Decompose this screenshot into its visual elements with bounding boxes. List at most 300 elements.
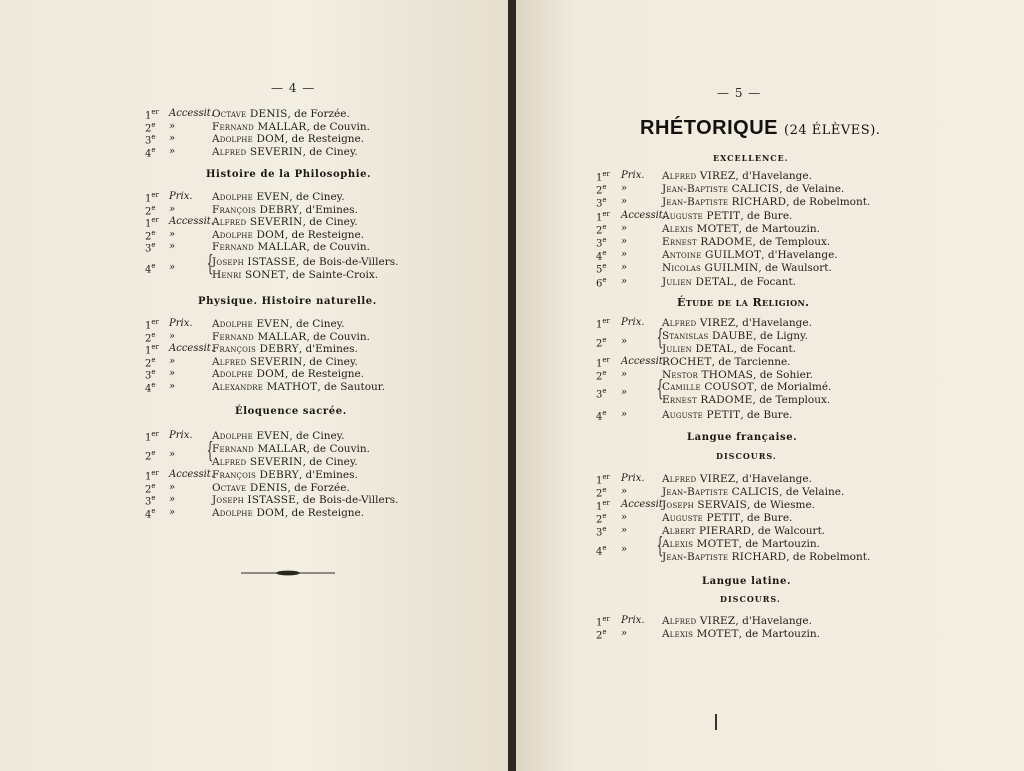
student-name: Auguste PETIT xyxy=(662,409,741,421)
student-name: Jean-Baptiste RICHARD xyxy=(662,550,787,563)
rank-suffix: e xyxy=(151,133,156,142)
student-town: , de Bure. xyxy=(740,209,793,222)
student-entry xyxy=(212,121,370,133)
student-entry xyxy=(662,551,870,563)
rank xyxy=(596,628,607,641)
rank-number: 1 xyxy=(145,345,152,357)
student-entry xyxy=(212,456,358,468)
rank-number: 2 xyxy=(145,451,152,463)
rank-suffix: e xyxy=(602,512,607,520)
rank xyxy=(596,223,607,236)
rank xyxy=(596,369,607,382)
rank-suffix: er xyxy=(151,430,159,438)
rank-suffix: er xyxy=(151,318,159,326)
student-name: Nestor THOMAS xyxy=(662,368,754,381)
student-entry xyxy=(212,204,358,216)
award-type: Prix. xyxy=(169,430,193,441)
page-number: — 5 — xyxy=(717,86,762,100)
award-type: Accessit. xyxy=(169,343,214,355)
student-entry xyxy=(212,331,370,343)
rank-number: 4 xyxy=(145,264,152,276)
rank-suffix: e xyxy=(602,249,607,258)
rank xyxy=(145,146,156,159)
student-name: Stanislas DAUBE xyxy=(662,330,754,342)
student-town: , de Martouzin. xyxy=(738,222,820,235)
student-entry xyxy=(662,381,831,393)
rank xyxy=(145,482,156,495)
tie-brace: { xyxy=(656,534,664,559)
student-name: Auguste PETIT xyxy=(662,209,741,222)
student-entry xyxy=(662,276,796,288)
student-town: , de Resteigne. xyxy=(284,506,365,519)
award-type: » xyxy=(169,228,176,240)
rank-suffix: e xyxy=(151,228,156,237)
rank xyxy=(145,108,159,121)
student-town: , de Bois-de-Villers. xyxy=(296,494,399,507)
rank xyxy=(596,409,607,422)
student-name: Alfred VIREZ xyxy=(662,317,736,329)
student-town: , d'Havelange. xyxy=(735,473,812,485)
student-town: , de Forzée. xyxy=(287,481,350,494)
student-entry xyxy=(212,269,378,281)
rank xyxy=(145,133,156,146)
student-town: , de Resteigne. xyxy=(284,228,365,241)
student-entry xyxy=(662,236,830,248)
student-entry xyxy=(212,381,385,393)
student-entry xyxy=(662,538,820,550)
rank-number: 1 xyxy=(596,501,603,513)
rank-suffix: e xyxy=(602,368,607,377)
tie-brace: { xyxy=(206,439,214,464)
student-entry xyxy=(662,394,830,406)
rank xyxy=(145,381,156,394)
student-entry xyxy=(662,369,813,381)
student-entry xyxy=(212,318,345,330)
section-heading: Étude de la Religion. xyxy=(677,296,810,309)
rank-number: 3 xyxy=(145,243,152,255)
rank-number: 1 xyxy=(596,319,603,331)
rank-number: 1 xyxy=(596,358,603,370)
student-entry xyxy=(212,469,358,481)
rank xyxy=(596,615,610,628)
student-name: Alfred VIREZ xyxy=(662,473,736,485)
student-name: Alexis MOTET xyxy=(662,222,739,235)
rank-suffix: e xyxy=(602,275,607,284)
rank xyxy=(145,331,156,344)
rank xyxy=(145,343,159,356)
student-name: Julien DETAL xyxy=(662,275,734,288)
section-heading: Éloquence sacrée. xyxy=(235,406,347,417)
rank-number: 3 xyxy=(596,198,603,210)
student-town: , de Bure. xyxy=(740,409,793,421)
rank-number: 2 xyxy=(145,483,152,495)
rank-suffix: e xyxy=(151,120,156,129)
student-town: , de Ciney. xyxy=(289,191,345,203)
award-type: Prix. xyxy=(621,615,645,626)
rank-number: 1 xyxy=(145,471,152,483)
rank-suffix: e xyxy=(602,183,607,192)
rank xyxy=(145,356,156,369)
student-name: Joseph SERVAIS xyxy=(662,499,747,511)
rank xyxy=(596,499,610,512)
student-name: Adolphe DOM xyxy=(212,368,285,381)
rank-number: 2 xyxy=(596,225,603,237)
student-town: , de Walcourt. xyxy=(751,525,826,537)
student-town: , de Ciney. xyxy=(302,455,358,468)
student-name: Julien DETAL xyxy=(662,342,734,355)
award-type: » xyxy=(621,512,628,523)
student-town: , de Robelmont. xyxy=(786,196,871,209)
student-town: , de Ciney. xyxy=(289,318,345,330)
student-entry xyxy=(662,615,812,627)
award-type: Accessit. xyxy=(169,216,214,228)
award-type: » xyxy=(169,449,176,461)
student-town: , d'Havelange. xyxy=(735,170,812,182)
rank-suffix: e xyxy=(602,196,607,205)
student-name: Alfred SEVERIN xyxy=(212,216,303,229)
rank xyxy=(145,507,156,520)
student-entry xyxy=(212,146,358,158)
rank-number: 4 xyxy=(596,546,603,558)
award-type: » xyxy=(169,241,176,253)
rank-number: 2 xyxy=(145,332,152,344)
award-type: » xyxy=(169,355,176,367)
student-name: Joseph ISTASSE xyxy=(212,494,297,507)
rank-suffix: e xyxy=(602,387,607,396)
rank-suffix: er xyxy=(151,108,159,116)
rank xyxy=(596,249,607,262)
rank-suffix: er xyxy=(151,469,159,477)
rank-suffix: er xyxy=(602,209,610,218)
rank-suffix: e xyxy=(602,236,607,244)
student-town: , d'Emines. xyxy=(298,343,358,356)
student-town: , de Ciney. xyxy=(289,430,345,442)
student-name: Octave DENIS xyxy=(212,481,288,494)
rank-suffix: er xyxy=(602,615,610,623)
award-type: » xyxy=(621,628,628,639)
student-town: , de Martouzin. xyxy=(738,628,820,640)
rank-number: 1 xyxy=(596,211,603,223)
student-name: Alfred SEVERIN xyxy=(212,355,303,368)
student-entry xyxy=(662,409,792,421)
student-entry xyxy=(662,512,792,524)
student-entry xyxy=(212,229,364,241)
rank xyxy=(596,525,607,538)
rank-number: 4 xyxy=(596,411,603,423)
rank xyxy=(596,486,607,499)
rank-suffix: er xyxy=(602,356,610,364)
student-town: , d'Emines. xyxy=(298,469,358,481)
award-type: » xyxy=(169,481,176,493)
rank xyxy=(596,262,607,275)
rank xyxy=(596,336,607,349)
student-entry xyxy=(212,494,398,506)
award-type: » xyxy=(621,275,628,287)
award-type: » xyxy=(621,196,628,208)
ink-mark xyxy=(715,714,717,730)
rank xyxy=(596,276,607,289)
rank xyxy=(596,473,610,486)
student-town: , d'Havelange. xyxy=(735,615,812,627)
student-town: , de Bois-de-Villers. xyxy=(296,256,399,268)
rank xyxy=(596,196,607,209)
rank-suffix: e xyxy=(602,262,607,271)
rank-number: 3 xyxy=(596,238,603,250)
rank xyxy=(596,236,607,249)
student-entry xyxy=(212,216,358,228)
student-town: , de Couvin. xyxy=(306,330,370,343)
award-type: Accessit. xyxy=(621,499,666,510)
award-type: » xyxy=(169,203,176,215)
student-name: Jean-Baptiste CALICIS xyxy=(662,183,780,196)
award-type: » xyxy=(621,387,628,399)
rank-number: 2 xyxy=(596,488,603,500)
rank-number: 2 xyxy=(145,358,152,370)
award-type: » xyxy=(621,222,628,234)
student-town: , de Sautour. xyxy=(317,381,385,393)
award-type: » xyxy=(169,145,176,157)
rank-suffix: er xyxy=(602,170,610,178)
student-entry xyxy=(212,443,370,455)
award-type: » xyxy=(169,506,176,518)
ornament-divider xyxy=(241,570,335,576)
rank xyxy=(596,512,607,525)
rank-number: 2 xyxy=(145,231,152,243)
award-type: » xyxy=(621,236,628,247)
rank-suffix: e xyxy=(151,241,156,250)
student-name: Adolphe EVEN xyxy=(212,318,290,330)
rank-number: 2 xyxy=(596,185,603,197)
rank-number: 1 xyxy=(596,475,603,487)
rank-number: 3 xyxy=(145,135,152,147)
student-entry xyxy=(662,210,792,222)
student-name: Alfred SEVERIN xyxy=(212,455,303,468)
rank xyxy=(596,170,610,183)
rank-suffix: e xyxy=(151,355,156,364)
award-type: » xyxy=(169,368,176,380)
student-entry xyxy=(212,191,345,203)
student-name: Adolphe DOM xyxy=(212,133,285,146)
student-entry xyxy=(662,262,832,274)
rank-number: 2 xyxy=(596,370,603,382)
award-type: » xyxy=(621,544,628,556)
student-name: Jean-Baptiste RICHARD xyxy=(662,196,787,209)
student-town: , de Ciney. xyxy=(302,355,358,368)
rank-suffix: e xyxy=(602,336,607,345)
rank-suffix: e xyxy=(602,222,607,231)
student-town: , de Forzée. xyxy=(287,108,350,120)
award-type: » xyxy=(621,183,628,195)
rank-number: 4 xyxy=(145,509,152,521)
student-town: , de Wiesme. xyxy=(747,499,816,511)
rank xyxy=(145,430,159,443)
student-entry xyxy=(662,223,820,235)
rank xyxy=(145,229,156,242)
student-entry xyxy=(212,430,345,442)
rank-suffix: e xyxy=(151,506,156,515)
student-name: Alfred VIREZ xyxy=(662,170,736,182)
rank-number: 4 xyxy=(145,148,152,160)
student-name: Fernand MALLAR xyxy=(212,330,307,343)
rank xyxy=(596,356,610,369)
rank-suffix: er xyxy=(602,317,610,325)
student-name: Camille COUSOT xyxy=(662,381,754,393)
student-name: Alexandre MATHOT xyxy=(212,381,318,393)
award-type: » xyxy=(169,381,176,392)
rank-number: 2 xyxy=(145,205,152,217)
rank-number: 2 xyxy=(145,122,152,134)
rank-number: 1 xyxy=(145,218,152,230)
class-title xyxy=(640,117,880,140)
award-type: Accessit. xyxy=(169,469,214,480)
rank-number: 3 xyxy=(145,496,152,508)
tie-brace: { xyxy=(656,326,664,351)
student-name: Albert PIERARD xyxy=(662,525,752,537)
rank-suffix: e xyxy=(151,145,156,154)
student-town: , de Waulsort. xyxy=(758,262,832,275)
rank-number: 2 xyxy=(596,630,603,642)
title-text: RHÉTORIQUE xyxy=(640,117,778,139)
student-name: Joseph ISTASSE xyxy=(212,256,297,268)
rank-suffix: er xyxy=(151,216,159,225)
student-name: Alfred VIREZ xyxy=(662,615,736,627)
left-page xyxy=(0,0,508,771)
student-name: Fernand MALLAR xyxy=(212,443,307,455)
student-entry xyxy=(212,507,364,519)
student-name: Alfred SEVERIN xyxy=(212,145,303,158)
student-town: , de Sohier. xyxy=(753,368,814,381)
student-town: , d'Havelange. xyxy=(761,249,838,262)
rank-suffix: er xyxy=(151,343,159,352)
student-town: , d'Emines. xyxy=(298,203,358,216)
subheading: EXCELLENCE. xyxy=(713,153,789,163)
student-town: , de Morialmé. xyxy=(753,381,832,393)
student-entry xyxy=(212,133,364,145)
rank xyxy=(596,317,610,330)
subheading: DISCOURS. xyxy=(716,451,777,461)
rank-suffix: e xyxy=(602,628,607,636)
tie-brace: { xyxy=(656,377,664,402)
student-town: , de Tarcienne. xyxy=(711,356,791,368)
student-entry xyxy=(662,486,844,498)
student-entry xyxy=(212,343,358,355)
student-entry xyxy=(662,183,844,195)
student-entry xyxy=(662,330,808,342)
student-entry xyxy=(662,356,791,368)
student-name: Adolphe EVEN xyxy=(212,191,290,203)
award-type: » xyxy=(169,262,176,274)
student-town: , de Couvin. xyxy=(306,120,370,133)
rank-suffix: e xyxy=(151,381,156,389)
award-type: Prix. xyxy=(621,170,645,181)
rank xyxy=(145,469,159,482)
student-name: Adolphe DOM xyxy=(212,228,285,241)
award-type: » xyxy=(169,330,176,342)
student-entry xyxy=(662,196,870,208)
title-count: (24 ÉLÈVES). xyxy=(784,123,881,138)
rank-number: 2 xyxy=(596,514,603,526)
rank xyxy=(596,183,607,196)
student-name: Ernest RADOME xyxy=(662,236,753,248)
rank-suffix: e xyxy=(602,544,607,553)
student-name: Alexis MOTET xyxy=(662,628,739,640)
student-name: Octave DENIS xyxy=(212,108,288,120)
student-name: Adolphe EVEN xyxy=(212,430,290,442)
award-type: Prix. xyxy=(169,318,193,329)
student-entry xyxy=(662,170,812,182)
rank-number: 1 xyxy=(145,193,152,205)
student-entry xyxy=(212,108,350,120)
rank-number: 1 xyxy=(145,110,152,122)
student-town: , de Velaine. xyxy=(779,486,845,498)
rank-number: 1 xyxy=(596,172,603,184)
rank-suffix: e xyxy=(151,368,156,377)
section-heading: Physique. Histoire naturelle. xyxy=(198,296,377,307)
rank xyxy=(145,241,156,254)
rank-suffix: e xyxy=(151,481,156,490)
right-page xyxy=(516,0,1024,771)
student-town: , de Ciney. xyxy=(302,145,358,158)
rank-suffix: e xyxy=(602,409,607,417)
student-name: François DEBRY xyxy=(212,343,299,356)
rank-suffix: e xyxy=(151,262,156,271)
award-type: Prix. xyxy=(621,317,645,328)
rank-number: 6 xyxy=(596,277,603,289)
student-town: , de Resteigne. xyxy=(284,368,365,381)
student-name: Jean-Baptiste CALICIS xyxy=(662,486,780,498)
section-heading: Histoire de la Philosophie. xyxy=(206,169,372,180)
student-entry xyxy=(212,482,350,494)
rank-suffix: er xyxy=(602,473,610,481)
rank-number: 3 xyxy=(596,389,603,401)
student-name: Antoine GUILMOT xyxy=(662,249,762,262)
rank-suffix: e xyxy=(151,494,156,503)
award-type: Prix. xyxy=(169,191,193,202)
student-entry xyxy=(662,317,812,329)
rank xyxy=(596,544,607,557)
rank xyxy=(145,262,156,275)
rank xyxy=(145,368,156,381)
rank-suffix: e xyxy=(602,525,607,533)
award-type: » xyxy=(169,133,176,145)
rank xyxy=(145,216,159,229)
rank xyxy=(145,494,156,507)
student-name: Henri SONET xyxy=(212,268,286,281)
student-name: Adolphe DOM xyxy=(212,506,285,519)
student-entry xyxy=(662,343,796,355)
rank-suffix: er xyxy=(151,191,159,199)
award-type: Accessit. xyxy=(621,356,666,367)
rank-number: 3 xyxy=(145,370,152,382)
award-type: Accessit. xyxy=(621,209,666,221)
section-heading: Langue latine. xyxy=(702,576,792,587)
student-name: Auguste PETIT xyxy=(662,512,741,524)
award-type: » xyxy=(621,409,628,420)
student-entry xyxy=(212,356,358,368)
student-entry xyxy=(212,256,398,268)
rank-suffix: e xyxy=(151,449,156,458)
student-town: , d'Havelange. xyxy=(735,317,812,329)
student-name: Nicolas GUILMIN xyxy=(662,262,759,275)
award-type: Accessit. xyxy=(169,108,214,119)
rank xyxy=(596,210,610,223)
rank-number: 5 xyxy=(596,264,603,276)
student-town: , de Couvin. xyxy=(306,443,370,455)
section-heading: Langue française. xyxy=(687,432,798,443)
student-town: , de Sainte-Croix. xyxy=(285,268,379,281)
student-town: , de Focant. xyxy=(733,342,797,355)
student-entry xyxy=(662,249,838,261)
